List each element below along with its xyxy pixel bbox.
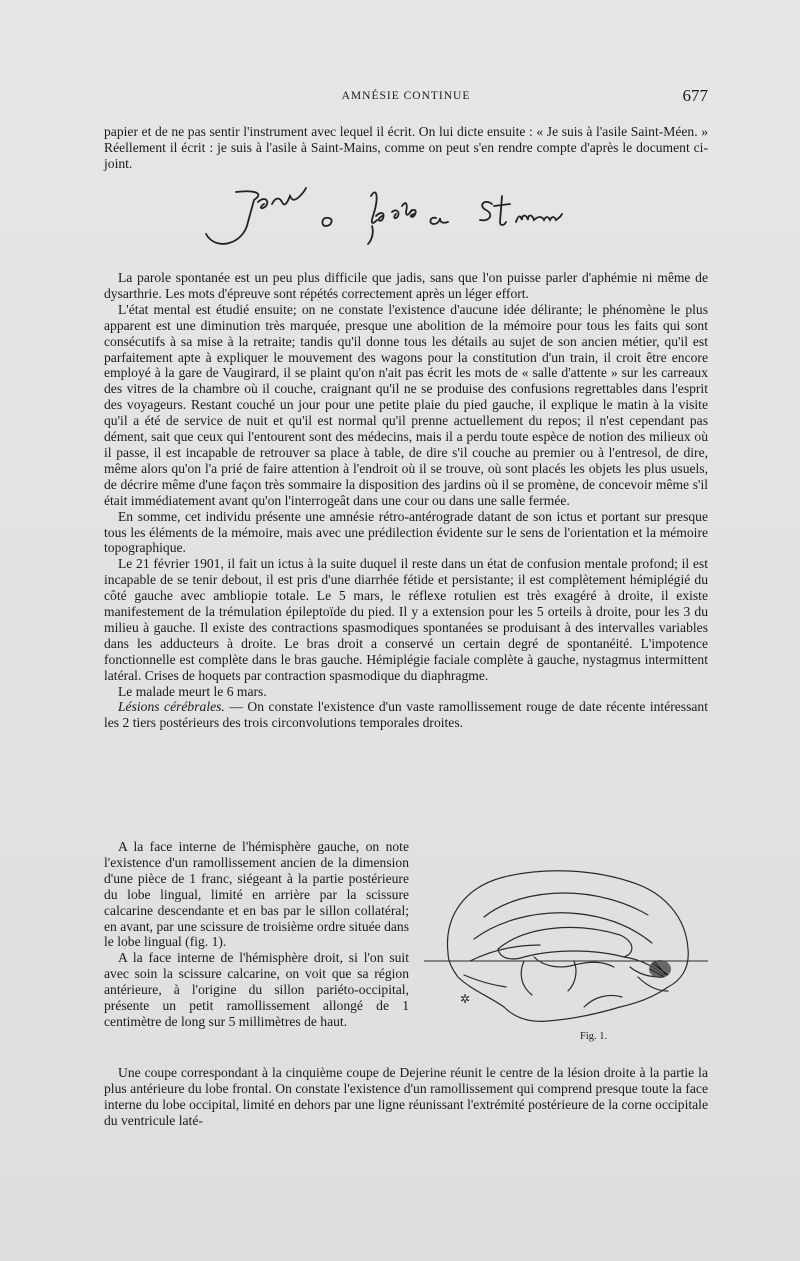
main-text [104, 270, 708, 731]
intro-paragraph: papier et de ne pas sentir l'instrument avec lequel il écrit. On lui dicte ensuite : « Je suis à l'asile Saint-Méen. » Réellement il écrit : je suis à l'asile à Saint-Mains, comme on peut s'en rendre compte d'après le document ci-joint. [104, 124, 708, 171]
figure-caption: Fig. 1. [580, 1031, 608, 1042]
lesions-label: Lésions cérébrales. [118, 699, 225, 715]
paragraph: L'état mental est étudié ensuite; on ne constate l'existence d'aucune idée délirante; le phénomène le plus apparent est une diminution très marquée, presque une abolition de la mémoire pour tous les faits qui sont consécutifs à sa mise à la retraite; tandis qu'il donne tous les détails au sujet de son ancien métier, qu'il est parfaitement apte à expliquer le mouvement des wagons pour la constitution d'un train, il croit être encore employé à la gare de Vaugirard, il se plaint qu'on n'ait pas écrit les mots de « salle d'attente » sur les carreaux des vitres de la chambre où il couche, craignant qu'il ne se produise des confusions regrettables dans l'esprit des voyageurs. Restant couché un jour pour une petite plaie du pied gauche, il explique le matin à la visite qu'il a été de service de nuit et qu'il est normal qu'il prenne actuellement du repos; il n'est cependant pas dément, sait que ceux qui l'entourent sont des médecins, mais il a perdu toute espèce de notion des milieux où il passe, il est incapable de retrouver sa place à table, de dire s'il couche au premier ou à l'entresol, de dire, même alors qu'on l'a prié de faire attention à l'endroit où il se trouve, où sont placés les objets les plus usuels, de décrire même d'une façon très sommaire la disposition des jardins où il se promène, de concevoir même s'il était immédiatement avant qu'on l'interrogeât dans une cour ou dans une salle fermée. [104, 301, 708, 508]
paragraph: La parole spontanée est un peu plus difficile que jadis, sans que l'on puisse parler d'aphémie ni même de dysarthrie. Les mots d'épreuve sont répétés correctement après un léger effort. [104, 270, 708, 301]
paragraph: Le malade meurt le 6 mars. [118, 683, 267, 699]
closing-text [104, 1065, 708, 1129]
intro-text [104, 124, 708, 172]
lesions-text: — On constate l'existence d'un vaste ramollissement rouge de date récente intéressant les 2 tiers postérieurs des trois circonvolutions temporales droites. [104, 699, 708, 731]
paragraph: Le 21 février 1901, il fait un ictus à la suite duquel il reste dans un état de confusion mentale profond; il est incapable de se tenir debout, il est pris d'une diarrhée fétide et persistante; il est complètement hémiplégié du côté gauche avec ambliopie totale. Le 5 mars, le réflexe rotulien est très exagéré à droite, il existe manifestement de la trémulation épileptoïde du pied. Il y a extension pour les 5 orteils à droite, pour les 3 du milieu à gauche. Il existe des contractions spasmodiques spontanées se produisant à des intervalles variables dans les adducteurs à droite. Le bras droit a conservé un certain degré de spontanéité. L'impotence fonctionnelle est complète dans le bras gauche. Hémiplégie faciale complète à gauche, nystagmus intermittent latéral. Crises de hoquets par contraction spasmodique du diaphragme. [104, 556, 708, 683]
running-title: AMNÉSIE CONTINUE [341, 90, 471, 102]
svg-text:✲: ✲ [460, 992, 471, 1006]
paragraph: Une coupe correspondant à la cinquième coupe de Dejerine réunit le centre de la lésion droite à la partie la plus antérieure du lobe frontal. On constate l'existence d'un ramollissement qui comprend presque toute la face interne du lobe occipital, limité en dehors par une ligne réunissant l'extrémité postérieure de la corne occipitale du ventricule laté- [104, 1065, 708, 1128]
lesions-paragraph [104, 699, 708, 731]
lesion-mark [649, 960, 671, 978]
page-header [104, 86, 708, 108]
page-number: 677 [682, 86, 708, 105]
paragraph: En somme, cet individu présente une amnésie rétro-antérograde datant de son ictus et portant sur presque tous les éléments de la mémoire, mais avec une prédilection évidente sur le sens de l'orientation et la mémoire topographique. [104, 508, 708, 556]
brain-medial-view-drawing [424, 857, 708, 1057]
paragraph: A la face interne de l'hémisphère droit, si l'on suit avec soin la scissure calcarine, on voit que sa région antérieure, à l'origine du sillon pariéto-occipital, présente un petit ramollissement allongé de 1 centimètre de long sur 5 millimètres de haut. [104, 950, 409, 1029]
wrapped-text [104, 839, 409, 1030]
handwriting-sample [196, 182, 636, 258]
paragraph: A la face interne de l'hémisphère gauche, on note l'existence d'un ramollissement ancien de la dimension d'une pièce de 1 franc, siégeant à la partie postérieure du lobe lingual, limité en arrière par la scissure calcarine descendante et en bas par le sillon collatéral; en avant, par une scissure de troisième ordre située dans le lobe lingual (fig. 1). [104, 839, 409, 950]
